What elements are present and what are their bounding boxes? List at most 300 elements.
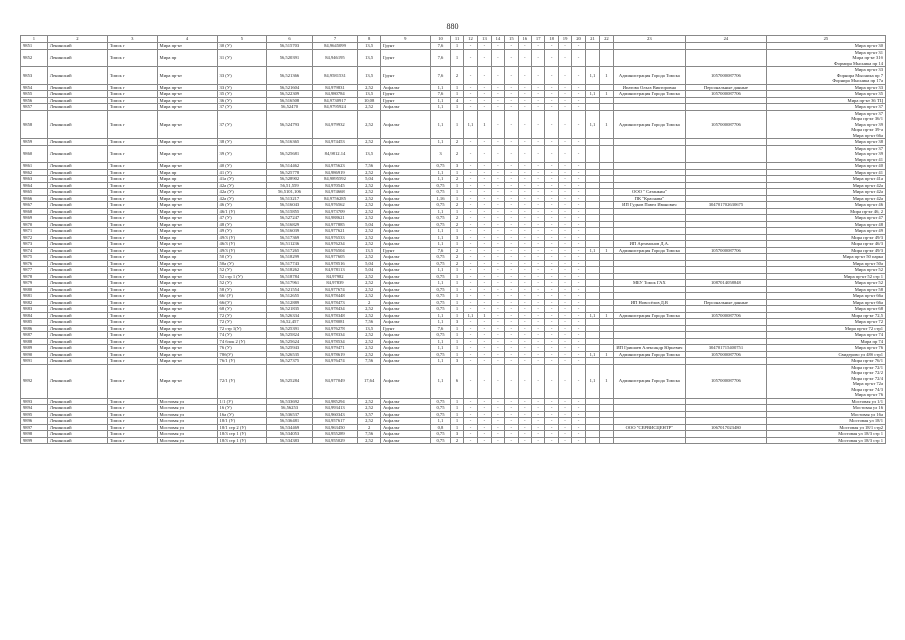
table-cell: 1,1 [585, 67, 599, 85]
table-cell: Администрация Города Томска [613, 312, 685, 319]
table-cell: Ленинский [47, 43, 107, 50]
table-cell [600, 49, 613, 67]
table-cell: - [545, 49, 558, 67]
table-cell: - [505, 280, 518, 287]
table-cell: Мира пр-кт [157, 43, 217, 50]
table-cell: - [518, 84, 531, 91]
table-cell: 304701702630675 [686, 202, 767, 209]
table-cell: - [545, 299, 558, 306]
table-cell: - [572, 306, 585, 313]
table-cell: 2,52 [358, 228, 381, 235]
table-cell: 1057000087706 [686, 364, 767, 398]
table-cell: 1,1 [430, 228, 451, 235]
table-cell: - [505, 241, 518, 248]
table-cell: - [558, 325, 571, 332]
table-cell: - [491, 299, 504, 306]
table-cell: - [572, 169, 585, 176]
table-cell: - [531, 182, 544, 189]
table-cell: 9897 [21, 424, 48, 431]
table-cell: 1,1 [430, 241, 451, 248]
table-cell: 56,534383 [267, 437, 313, 444]
table-cell: 84,977049 [312, 364, 358, 398]
table-cell: 1,1 [430, 139, 451, 146]
table-cell: Ленинский [47, 84, 107, 91]
table-cell: 2,52 [358, 110, 381, 139]
table-cell: - [518, 145, 531, 163]
table-cell: ПК "Краснава" [613, 195, 685, 202]
table-cell: Томск г [107, 345, 157, 352]
table-cell: 74 блок 2 (У) [217, 338, 267, 345]
table-cell: - [463, 345, 477, 352]
table-cell: 1 [451, 351, 463, 358]
table-cell [585, 49, 599, 67]
table-cell: Асфальт [380, 260, 430, 267]
table-cell: - [531, 241, 544, 248]
table-cell: Администрация Города Томска [613, 351, 685, 358]
table-cell: - [558, 286, 571, 293]
table-cell: - [558, 241, 571, 248]
table-cell: Ленинский [47, 345, 107, 352]
table-cell: - [478, 189, 491, 196]
table-cell: - [531, 405, 544, 412]
table-cell: 2,52 [358, 293, 381, 300]
table-cell: 42а (У) [217, 182, 267, 189]
table-cell: - [531, 364, 544, 398]
table-cell: Мира пр-кт 58 [766, 286, 885, 293]
table-cell: - [505, 110, 518, 139]
table-cell: - [558, 110, 571, 139]
table-cell: 84,9581531 [312, 67, 358, 85]
table-cell: - [572, 319, 585, 326]
table-cell: - [531, 338, 544, 345]
table-cell: - [558, 411, 571, 418]
table-cell: - [463, 215, 477, 222]
table-cell: Ленинский [47, 208, 107, 215]
table-cell: - [558, 208, 571, 215]
table-cell: 2,52 [358, 312, 381, 319]
table-cell: 84,976562 [312, 202, 358, 209]
table-cell: - [531, 163, 544, 170]
table-cell: 1,1 [430, 110, 451, 139]
table-cell: 2,52 [358, 418, 381, 425]
table-cell: Ленинский [47, 176, 107, 183]
table-cell: Асфальт [380, 293, 430, 300]
table-cell: Асфальт [380, 319, 430, 326]
table-cell: Ленинский [47, 202, 107, 209]
table-cell: Мира пр-кт 72/1 Мира пр-кт 72/2 Мира пр-кт 72/4 Мира пр-кт 72а Мира пр-кт 74/3 Мира пр-кт 76 [766, 364, 885, 398]
table-cell: 84,978348 [312, 312, 358, 319]
table-cell: Мостовая ул [157, 398, 217, 405]
table-cell: 2 [451, 221, 463, 228]
column-header: 2 [47, 36, 107, 43]
table-cell: Мира пр-кт [157, 202, 217, 209]
table-cell: Асфальт [380, 351, 430, 358]
table-cell: 1 [600, 110, 613, 139]
table-cell: - [491, 215, 504, 222]
table-cell: 1,1 [585, 351, 599, 358]
table-cell: - [478, 418, 491, 425]
table-cell: 56,515703 [267, 43, 313, 50]
table-cell: - [545, 43, 558, 50]
table-cell: - [505, 312, 518, 319]
table-cell: Асфальт [380, 189, 430, 196]
table-cell: - [491, 364, 504, 398]
table-cell: Томск г [107, 418, 157, 425]
table-cell: Ленинский [47, 91, 107, 98]
table-cell: 1 [451, 312, 463, 319]
table-cell: - [478, 405, 491, 412]
table-cell: Мира пр-кт [157, 189, 217, 196]
table-cell: 3 [451, 163, 463, 170]
table-cell: Ленинский [47, 267, 107, 274]
table-cell: - [478, 163, 491, 170]
table-cell: Асфальт [380, 338, 430, 345]
table-cell: 0,75 [430, 306, 451, 313]
table-cell: - [518, 286, 531, 293]
page-number: 880 [446, 22, 459, 31]
table-cell: 56,526334 [267, 312, 313, 319]
table-cell: - [531, 247, 544, 254]
table-cell: Томск г [107, 247, 157, 254]
table-cell: Мира пр-кт 66а [766, 293, 885, 300]
table-cell: - [491, 293, 504, 300]
table-cell: 1,1 [430, 84, 451, 91]
table-cell: - [478, 332, 491, 339]
table-cell: 9896 [21, 418, 48, 425]
table-cell: - [558, 293, 571, 300]
table-cell: 1,1 [430, 280, 451, 287]
table-cell: - [463, 405, 477, 412]
table-cell: 9892 [21, 364, 48, 398]
table-cell: - [491, 332, 504, 339]
table-cell: Асфальт [380, 312, 430, 319]
table-cell: Мира пр-кт 46/3 [766, 241, 885, 248]
column-header: 10 [430, 36, 451, 43]
table-cell: - [505, 228, 518, 235]
table-cell: 39 (У) [217, 145, 267, 163]
table-cell: Мира пр-кт 48 [766, 221, 885, 228]
table-cell: - [545, 254, 558, 261]
table-cell: Мира пр-кт 41 [766, 169, 885, 176]
table-cell: - [572, 104, 585, 111]
table-cell: 16а (У) [217, 411, 267, 418]
table-cell: 1 [451, 208, 463, 215]
table-cell: 0,75 [430, 273, 451, 280]
table-cell: 72 (У) [217, 319, 267, 326]
table-cell: - [572, 273, 585, 280]
table-cell: - [463, 43, 477, 50]
table-cell: 84,978334 [312, 332, 358, 339]
table-cell: - [478, 139, 491, 146]
table-row [21, 67, 886, 85]
table-cell: Мира пр [157, 169, 217, 176]
table-cell: Асфальт [380, 110, 430, 139]
table-cell: Мира пр-кт [157, 358, 217, 365]
table-cell: 2 [451, 67, 463, 85]
table-cell: 56,516508 [267, 97, 313, 104]
table-cell: - [545, 286, 558, 293]
table-cell: - [558, 437, 571, 444]
table-cell: 1,1 [585, 247, 599, 254]
table-cell: 13,5 [358, 49, 381, 67]
table-cell: Мостовая ул 16а [766, 411, 885, 418]
table-cell: - [478, 221, 491, 228]
table-cell: 56,516039 [267, 228, 313, 235]
table-cell: Мира пр-кт 30 [766, 43, 885, 50]
table-cell: - [463, 97, 477, 104]
table-cell: - [491, 286, 504, 293]
table-cell: 56,516829 [267, 221, 313, 228]
table-cell: - [463, 208, 477, 215]
table-cell: 13,5 [358, 145, 381, 163]
table-cell: - [478, 398, 491, 405]
table-cell: 6 [451, 364, 463, 398]
table-cell: 37 (У) [217, 110, 267, 139]
table-cell: - [572, 195, 585, 202]
table-cell: - [518, 163, 531, 170]
table-cell: Мира пр-кт [157, 145, 217, 163]
table-cell: 9890 [21, 351, 48, 358]
table-cell: - [463, 424, 477, 431]
table-cell: Асфальт [380, 437, 430, 444]
table-cell: - [545, 351, 558, 358]
table-cell: 1 [600, 364, 613, 398]
table-cell: - [531, 431, 544, 438]
table-cell: Мира пр-кт [157, 293, 217, 300]
table-cell: 56,533692 [267, 398, 313, 405]
table-cell: - [463, 67, 477, 85]
table-cell: Мира пр-кт 52 [766, 280, 885, 287]
table-cell: - [572, 338, 585, 345]
table-cell: - [463, 299, 477, 306]
table-cell: - [531, 411, 544, 418]
table-cell: 56,517743 [267, 260, 313, 267]
table-cell: - [531, 293, 544, 300]
table-cell: - [463, 411, 477, 418]
table-cell: - [545, 84, 558, 91]
table-cell: - [478, 273, 491, 280]
table-cell: - [545, 405, 558, 412]
table-cell: - [518, 49, 531, 67]
table-cell: Мира пр-кт 50 парка [766, 254, 885, 261]
table-cell: - [572, 202, 585, 209]
table-cell: Мостовая ул [157, 431, 217, 438]
table-cell: - [545, 260, 558, 267]
table-cell: 52 стр 1 (У) [217, 273, 267, 280]
table-cell: - [478, 208, 491, 215]
table-cell: Мира пр-кт 74 [766, 332, 885, 339]
table-cell: 84,978434 [312, 306, 358, 313]
table-cell: - [518, 398, 531, 405]
table-cell: - [478, 364, 491, 398]
table-cell: Асфальт [380, 169, 430, 176]
table-cell: Ленинский [47, 189, 107, 196]
table-cell: - [463, 431, 477, 438]
table-cell: - [531, 91, 544, 98]
table-cell: - [491, 189, 504, 196]
table-cell: - [463, 254, 477, 261]
table-cell: 0,75 [430, 163, 451, 170]
table-cell: - [531, 84, 544, 91]
table-cell: - [558, 247, 571, 254]
table-cell: - [478, 325, 491, 332]
table-cell: - [572, 364, 585, 398]
table-cell: Мира пр-кт 38 [766, 139, 885, 146]
table-cell: 1 [451, 195, 463, 202]
table-cell: - [518, 319, 531, 326]
table-cell: - [478, 202, 491, 209]
table-cell: Асфальт [380, 286, 430, 293]
table-cell: - [518, 267, 531, 274]
table-cell: - [463, 398, 477, 405]
table-cell: - [531, 176, 544, 183]
table-cell: Мостовая ул 18/1 стр2 [766, 424, 885, 431]
table-cell: Асфальт [380, 195, 430, 202]
table-cell: - [545, 234, 558, 241]
table-cell: - [463, 189, 477, 196]
table-cell: 0,75 [430, 182, 451, 189]
table-cell: - [505, 84, 518, 91]
table-cell: - [463, 202, 477, 209]
table-cell [686, 49, 767, 67]
table-cell: - [545, 325, 558, 332]
table-cell: 2,52 [358, 139, 381, 146]
table-cell: 2 [451, 202, 463, 209]
column-header: 8 [358, 36, 381, 43]
table-cell: - [478, 411, 491, 418]
table-cell: 5,04 [358, 176, 381, 183]
table-cell: 9865 [21, 189, 48, 196]
table-cell: 1,1 [430, 319, 451, 326]
table-cell: Асфальт [380, 84, 430, 91]
table-cell: - [505, 208, 518, 215]
table-cell: 1 [451, 286, 463, 293]
table-cell: Томск г [107, 169, 157, 176]
table-cell: 1 [451, 189, 463, 196]
table-cell: - [463, 104, 477, 111]
table-cell: - [518, 221, 531, 228]
table-cell: Ленинский [47, 286, 107, 293]
table-cell: - [558, 332, 571, 339]
table-cell: Мира пр-кт 37 Мира пр-кт 36/1 Мира пр-кт 39 Мира пр-кт 39-а Мира пр-кт 66а [766, 110, 885, 139]
table-cell: Мира пр-кт [157, 351, 217, 358]
table-cell: ИП Новосёлов Д.В [613, 299, 685, 306]
table-cell: ИП Гудков Павел Иванович [613, 202, 685, 209]
table-cell: 2 [451, 176, 463, 183]
table-cell: 1 [451, 293, 463, 300]
table-cell: - [491, 91, 504, 98]
table-cell: 42а (У) [217, 189, 267, 196]
table-cell: - [491, 405, 504, 412]
table-cell: - [545, 306, 558, 313]
table-cell: - [463, 286, 477, 293]
table-cell: Томск г [107, 398, 157, 405]
table-cell: 7,6 [430, 67, 451, 85]
table-cell: Мира пр-кт [157, 247, 217, 254]
table-cell: 58 (У) [217, 286, 267, 293]
table-cell: - [491, 139, 504, 146]
table-cell: - [505, 97, 518, 104]
table-cell: 2,52 [358, 405, 381, 412]
table-cell: Томск г [107, 254, 157, 261]
table-cell: - [558, 273, 571, 280]
table-cell: 56,517369 [267, 234, 313, 241]
table-cell: - [572, 351, 585, 358]
table-cell: - [478, 195, 491, 202]
table-cell: - [531, 280, 544, 287]
table-cell: - [491, 195, 504, 202]
table-cell: - [491, 145, 504, 163]
table-cell: - [505, 411, 518, 418]
table-cell: - [463, 280, 477, 287]
table-cell: Томск г [107, 260, 157, 267]
table-cell: 9854 [21, 84, 48, 91]
table-cell: - [572, 312, 585, 319]
table-cell: - [518, 312, 531, 319]
table-cell: 0,75 [430, 332, 451, 339]
table-cell: 9874 [21, 247, 48, 254]
table-cell: Ленинский [47, 431, 107, 438]
table-cell: 13,5 [358, 67, 381, 85]
table-cell: 56,521604 [267, 84, 313, 91]
table-cell: Мира пр-кт [157, 84, 217, 91]
table-cell: 9895 [21, 411, 48, 418]
table-cell: Ленинский [47, 424, 107, 431]
table-cell: - [478, 182, 491, 189]
table-cell: - [572, 345, 585, 352]
table-cell: 9862 [21, 169, 48, 176]
table-cell: Мира пр-кт 72,5 [766, 312, 885, 319]
table-cell: - [558, 91, 571, 98]
table-cell: Мира пр-кт [157, 67, 217, 85]
table-cell: 1,1 [585, 364, 599, 398]
table-cell: - [572, 299, 585, 306]
table-cell: - [572, 182, 585, 189]
table-cell: - [463, 241, 477, 248]
table-cell: - [491, 202, 504, 209]
table-cell: Асфальт [380, 299, 430, 306]
table-cell: 84,955289 [312, 431, 358, 438]
table-cell: - [505, 267, 518, 274]
table-cell: 1,1 [430, 169, 451, 176]
table-cell: Ленинский [47, 241, 107, 248]
table-cell: Мира пр-кт [157, 280, 217, 287]
table-cell: - [572, 358, 585, 365]
table-cell: 1 [451, 424, 463, 431]
table-cell: - [572, 176, 585, 183]
table-cell: 1057000087706 [686, 110, 767, 139]
table-cell: 1 [451, 332, 463, 339]
table-cell: - [572, 431, 585, 438]
table-cell: 49 (У) [217, 228, 267, 235]
table-cell: Мира пр-кт 33 [766, 84, 885, 91]
table-cell: 0,75 [430, 431, 451, 438]
table-cell: - [572, 110, 585, 139]
column-header: 5 [217, 36, 267, 43]
table-cell: 36 (У) [217, 97, 267, 104]
table-cell: 56,516043 [267, 202, 313, 209]
table-cell: Мира пр-кт 35 [766, 91, 885, 98]
table-cell: - [463, 338, 477, 345]
table-cell: - [518, 345, 531, 352]
table-cell: - [531, 139, 544, 146]
table-cell: 1 [478, 110, 491, 139]
column-header: 17 [531, 36, 544, 43]
table-cell: 84,976278 [312, 325, 358, 332]
table-cell: 2,52 [358, 345, 381, 352]
table-cell: Мира пр-кт 37 [766, 104, 885, 111]
table-cell: - [531, 424, 544, 431]
